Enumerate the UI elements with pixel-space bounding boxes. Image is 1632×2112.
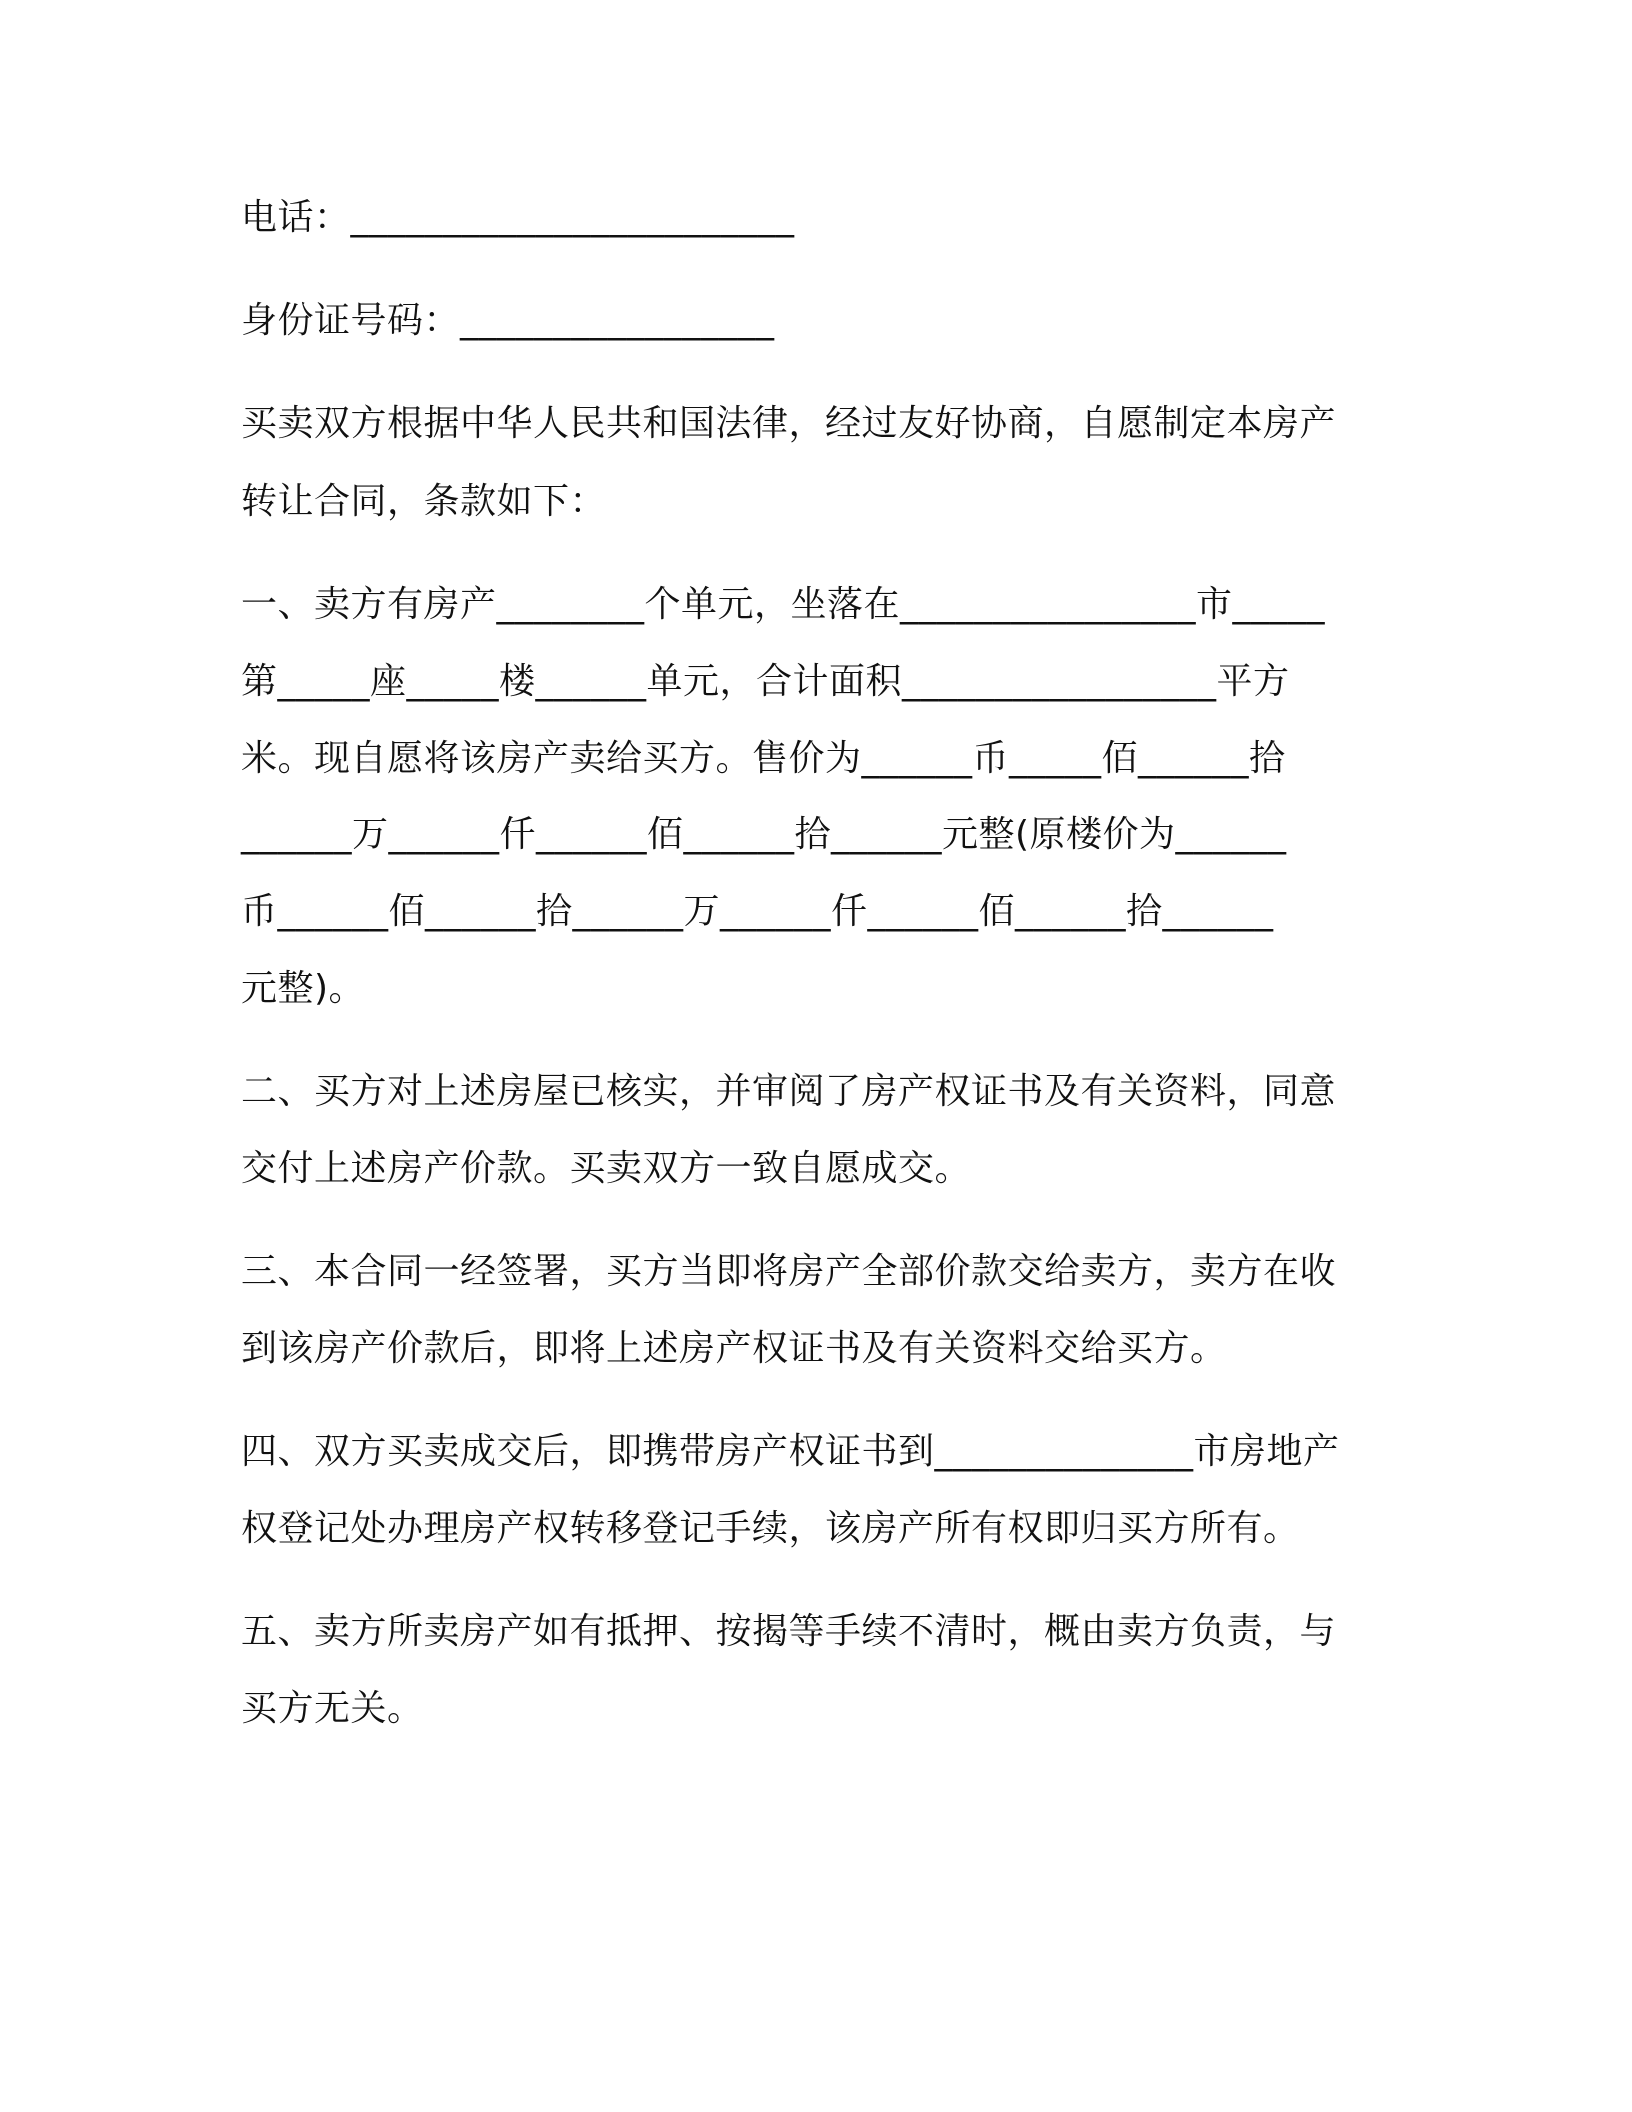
clause-4-line-1: 四、双方买卖成交后，即携带房产权证书到______________市房地产 xyxy=(241,1431,1340,1472)
intro-line-1: 买卖双方根据中华人民共和国法律，经过友好协商，自愿制定本房产 xyxy=(241,403,1337,444)
clause-1-line-3: 米。现自愿将该房产卖给买方。售价为______币_____佰______拾 xyxy=(241,738,1286,779)
id-number-field: 身份证号码：_________________ xyxy=(241,300,775,341)
clause-5-line-1: 五、卖方所卖房产如有抵押、按揭等手续不清时，概由卖方负责，与 xyxy=(241,1611,1337,1652)
clause-5-line-2: 买方无关。 xyxy=(241,1688,424,1729)
clause-1-line-1: 一、卖方有房产________个单元，坐落在________________市_____ xyxy=(241,584,1326,625)
clause-3-line-1: 三、本合同一经签署，买方当即将房产全部价款交给卖方，卖方在收 xyxy=(241,1251,1337,1292)
clause-2-line-1: 二、买方对上述房屋已核实，并审阅了房产权证书及有关资料，同意 xyxy=(241,1071,1337,1112)
intro-line-2: 转让合同，条款如下： xyxy=(241,481,607,522)
clause-3-line-2: 到该房产价款后，即将上述房产权证书及有关资料交给买方。 xyxy=(241,1328,1227,1369)
clause-1-line-2: 第_____座_____楼______单元，合计面积_________________平方 xyxy=(241,661,1290,702)
clause-1-line-4: ______万______仟______佰______拾______元整(原楼价为______ xyxy=(241,814,1287,855)
clause-1-line-6: 元整)。 xyxy=(241,968,366,1009)
clause-4-line-2: 权登记处办理房产权转移登记手续，该房产所有权即归买方所有。 xyxy=(241,1508,1300,1549)
clause-2-line-2: 交付上述房产价款。买卖双方一致自愿成交。 xyxy=(241,1148,972,1189)
phone-field: 电话：________________________ xyxy=(241,197,795,238)
clause-1-line-5: 币______佰______拾______万______仟______佰______拾______ xyxy=(241,891,1274,932)
